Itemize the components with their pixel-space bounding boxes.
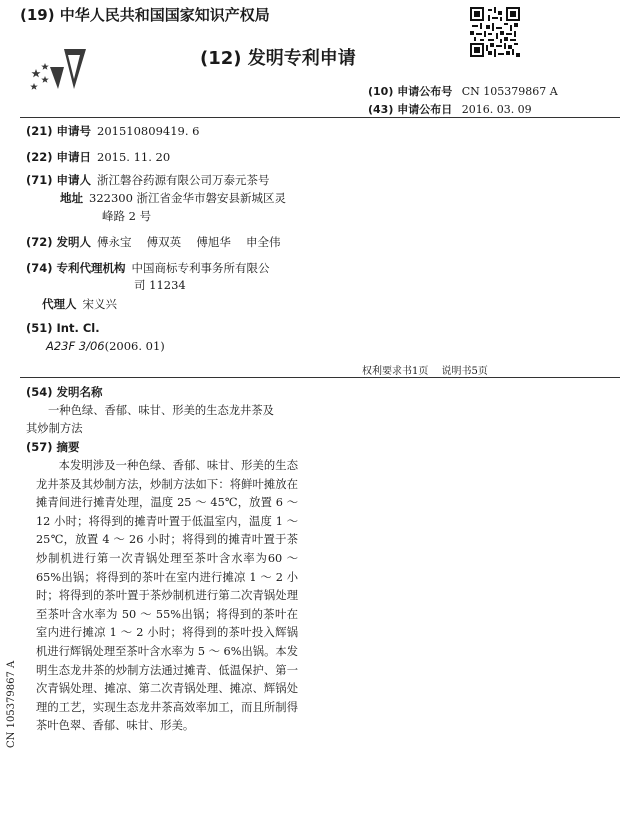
field-value: 201510809419. 6 <box>97 124 200 138</box>
publication-number-label: (10) 申请公布号 <box>368 85 453 98</box>
field-label: (21) 申请号 <box>26 124 92 138</box>
int-cl-classification <box>46 338 165 354</box>
invention-title-line1: 一种色绿、香郁、味甘、形美的生态龙井茶及 <box>48 404 274 417</box>
page-counts: 权利要求书1页 说明书5页 <box>362 366 488 377</box>
country-office-header: (19) 中华人民共和国国家知识产权局 <box>20 6 270 24</box>
field-label: (54) 发明名称 <box>26 385 103 399</box>
field-label: (57) 摘要 <box>26 440 80 454</box>
field-label: (71) 申请人 <box>26 173 92 187</box>
field-label: (74) 专利代理机构 <box>26 261 126 275</box>
patent-office-logo-icon <box>28 45 98 100</box>
publication-date-label: (43) 申请公布日 <box>368 103 453 116</box>
publication-date-value: 2016. 03. 09 <box>461 103 532 116</box>
invention-title-heading <box>26 384 103 400</box>
field-label: (51) Int. Cl. <box>26 321 100 335</box>
field-label: (22) 申请日 <box>26 150 92 164</box>
int-cl-field <box>26 320 100 336</box>
inventors-field <box>26 234 281 250</box>
publication-number-value: CN 105379867 A <box>461 85 558 98</box>
abstract-heading <box>26 439 80 455</box>
agency-field <box>26 260 270 276</box>
field-value: 傅永宝 傅双英 傅旭华 申全伟 <box>97 235 281 249</box>
document-type-title: (12) 发明专利申请 <box>200 48 356 69</box>
side-publication-code: CN 105379867 A <box>6 660 17 748</box>
field-label: 地址 <box>60 191 83 205</box>
qr-code-icon <box>470 7 520 57</box>
agent-field <box>42 296 117 312</box>
field-value: 宋义兴 <box>82 297 117 311</box>
application-number-field <box>26 123 199 139</box>
int-cl-code: A23F 3/06 <box>46 339 105 353</box>
applicant-field <box>26 172 270 188</box>
agency-continuation: 司 11234 <box>134 278 186 292</box>
field-value: 中国商标专利事务所有限公 <box>131 261 270 275</box>
publication-number-row <box>368 83 558 99</box>
field-value: 322300 浙江省金华市磐安县新城区灵 <box>89 191 287 205</box>
field-label: (72) 发明人 <box>26 235 92 249</box>
field-value: 2015. 11. 20 <box>97 150 171 164</box>
int-cl-version: (2006. 01) <box>104 339 165 353</box>
abstract-text: 本发明涉及一种色绿、香郁、味甘、形美的生态龙井茶及其炒制方法，炒制方法如下：将鲜叶摊放在摊青间进行摊青处理，温度 25 ～ 45℃，放置 6 ～ 12 小时；将得到的摊青叶置于低温室内，温度 1 ～ 25℃，放置 4 ～ 26 小时；将得到的摊青叶置于茶炒制机进行第一次青锅处理至茶叶含水率为60 ～ 65%出锅；将得到的茶叶在室内进行摊凉 1 ～ 2 小时；将得到的茶叶置于茶炒制机进行第二次青锅处理至茶叶含水率为 50 ～ 55%出锅；将得到的茶叶在室内进行摊凉 1 ～ 2 小时；将得到的茶叶投入辉锅机进行辉锅处理至茶叶含水率为 5 ～ 6%出锅。本发明生态龙井茶的炒制方法通过摊青、低温保护、第一次青锅处理、摊凉、第二次青锅处理、摊凉、辉锅处理的工艺，实现生态龙井茶高效率加工，而且所制得茶叶色翠、香郁、味甘、形美。 <box>36 459 298 733</box>
field-value: 浙江磐谷药源有限公司万泰元茶号 <box>97 173 270 187</box>
publication-date-row <box>368 101 532 117</box>
address-field <box>60 190 286 206</box>
filing-date-field <box>26 149 170 165</box>
header-divider <box>20 117 620 118</box>
field-label: 代理人 <box>42 297 77 311</box>
abstract-divider <box>20 377 620 378</box>
address-continuation: 峰路 2 号 <box>102 209 152 223</box>
invention-title-line2: 其炒制方法 <box>26 422 83 435</box>
